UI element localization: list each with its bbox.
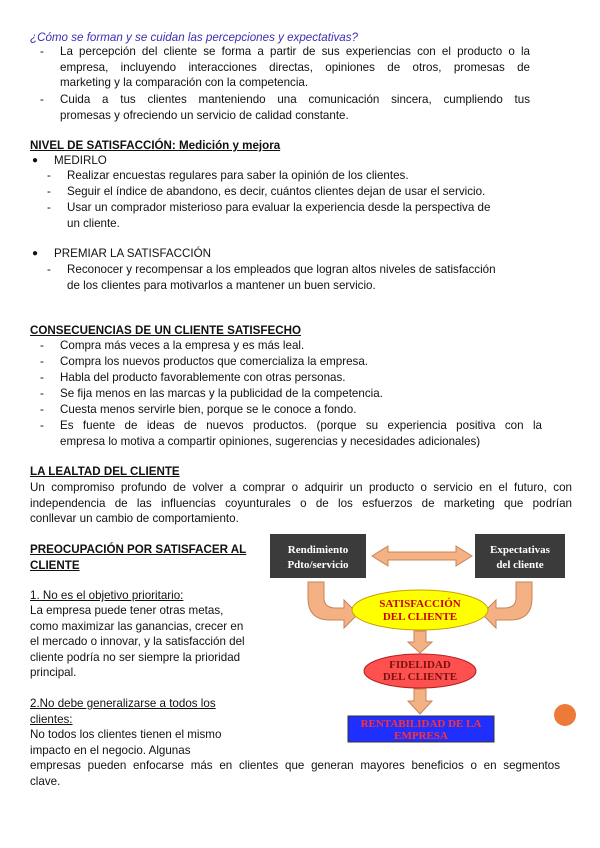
item-line: Usar un comprador misterioso para evaluar la experiencia desde la perspectiva de [67, 201, 491, 214]
paragraph-line: conllevar un cambio de comportamiento. [30, 512, 239, 525]
bullet-icon: ● [32, 248, 39, 259]
heading-line: PREOCUPACIÓN POR SATISFACER AL [30, 543, 247, 556]
expectations-label: del cliente [496, 559, 544, 571]
item-line: La percepción del cliente se forma a partir de sus experiencias con el producto o la [60, 45, 530, 58]
profit-label: RENTABILIDAD DE LA [360, 718, 482, 730]
expectations-label: Expectativas [490, 544, 550, 556]
satisfaction-label: SATISFACCIÓN [379, 598, 461, 610]
paragraph-line: No todos los clientes tienen el mismo [30, 728, 222, 741]
satisfaction-flow-diagram [260, 528, 580, 748]
paragraph-line: empresas pueden enfocarse más en clientes que generan mayores beneficios o en segmentos [30, 759, 560, 772]
item-line: Se fija menos en las marcas y la publicidad de la competencia. [60, 387, 383, 400]
heading-line: CLIENTE [30, 558, 80, 572]
performance-box [270, 534, 366, 578]
item-line: Cuida a tus clientes manteniendo una comunicación sincera, cumpliendo tus [60, 93, 530, 106]
item-line: de los clientes para motivarlos a mantener un buen servicio. [67, 278, 376, 292]
item-line: empresa lo motiva a compartir opiniones, sugerencias y necesidades adicionales) [60, 434, 481, 448]
paragraph-line: independencia de las influencias coyunturales o de los esfuerzos de marketing que podrían [30, 496, 572, 510]
expectations-box [475, 534, 565, 578]
curved-arrow-right-icon [482, 582, 532, 628]
arrow-down-icon [408, 689, 432, 714]
bullet-label: PREMIAR LA SATISFACCIÓN [54, 247, 211, 260]
point1-text [30, 603, 270, 681]
satisfaction-label: DEL CLIENTE [382, 611, 458, 623]
paragraph-line: clave. [30, 774, 61, 788]
item-line: empresa, incluyendo interacciones directas, opiniones de otros, promesas de [60, 60, 530, 74]
item-line: Es fuente de ideas de nuevos productos. (porque su experiencia positiva con la [60, 419, 542, 432]
paragraph-line: Un compromiso profundo de volver a comprar o adquirir un producto o servicio en el futuro, con [30, 481, 572, 494]
item-line: Reconocer y recompensar a los empleados que logran altos niveles de satisfacción [67, 263, 496, 276]
item-line: un cliente. [67, 216, 120, 230]
point2-text-full [30, 758, 560, 789]
title-line: clientes: [30, 712, 73, 726]
paragraph-line: impacto en el negocio. Algunas [30, 743, 191, 757]
fidelity-label: DEL CLIENTE [382, 671, 458, 683]
item-line: Compra los nuevos productos que comercializa la empresa. [60, 355, 369, 368]
item-line: Compra más veces a la empresa y es más leal. [60, 339, 305, 352]
arrow-down-icon [408, 631, 432, 653]
paragraph-line: cliente podría no ser siempre la prioridad [30, 650, 241, 664]
fidelity-label: FIDELIDAD [389, 659, 451, 671]
loyalty-paragraph [30, 480, 572, 527]
item-line: marketing y la comparación con la competencia. [60, 76, 309, 89]
performance-label: Rendimiento [287, 544, 349, 556]
section-heading-satisfaction: NIVEL DE SATISFACCIÓN: Medición y mejora [30, 139, 281, 152]
satisfaction-ellipse [352, 590, 488, 630]
curved-arrow-left-icon [308, 582, 358, 628]
title-line: 2.No debe generalizarse a todos los [30, 697, 216, 710]
point1-title: 1. No es el objetivo prioritario: [30, 589, 184, 602]
paragraph-line: principal. [30, 666, 77, 679]
bullet-icon: ● [32, 155, 39, 166]
profit-label: EMPRESA [394, 730, 448, 742]
item-line: Seguir el índice de abandono, es decir, cuántos clientes dejan de usar el servicio. [67, 185, 486, 198]
performance-label: Pdto/servicio [287, 559, 349, 571]
double-arrow-icon [372, 546, 472, 566]
item-line: Cuesta menos servirle bien, porque se le conoce a fondo. [60, 403, 357, 416]
paragraph-line: La empresa puede tener otras metas, [30, 604, 224, 617]
section-heading-consequences: CONSECUENCIAS DE UN CLIENTE SATISFECHO [30, 324, 301, 337]
bullet-label: MEDIRLO [54, 154, 107, 167]
decorative-dot-icon [554, 704, 576, 726]
point2-title [30, 696, 216, 727]
paragraph-line: como maximizar las ganancias, crecer en [30, 619, 244, 633]
item-line: promesas y ofreciendo un servicio de calidad constante. [60, 108, 349, 122]
section-heading-concern [30, 542, 246, 573]
point2-text [30, 727, 270, 758]
item-line: Realizar encuestas regulares para saber la opinión de los clientes. [67, 169, 409, 182]
section-heading-loyalty: LA LEALTAD DEL CLIENTE [30, 465, 180, 478]
item-line: Habla del producto favorablemente con otras personas. [60, 371, 346, 384]
question-heading: ¿Cómo se forman y se cuidan las percepciones y expectativas? [30, 31, 359, 44]
paragraph-line: el mercado o innovar, y la satisfacción del [30, 635, 245, 648]
